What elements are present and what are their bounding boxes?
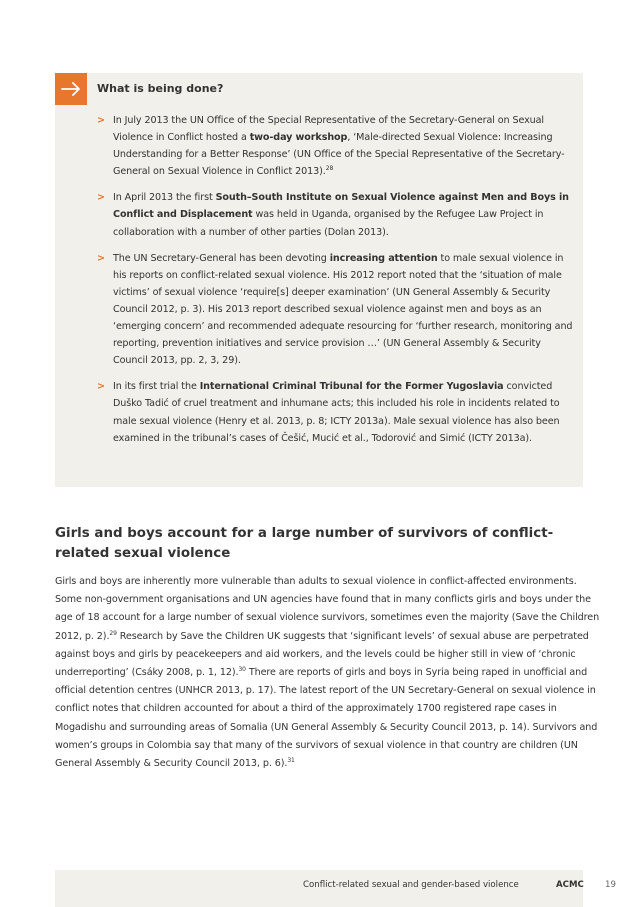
text-run: Girls and boys are inherently more vulnerable than adults to sexual violence in conflict-affected environments. Some non-government organisations and UN agencies have found that in many conflicts girls and boys under the age of 18 account for a large number of sexual violence survivors, sometimes even the majority (Save the Children 2012, p. 2). xyxy=(55,576,600,642)
callout-list-item xyxy=(97,112,577,180)
section-heading: Girls and boys account for a large number of survivors of conflict-related sexual violence xyxy=(55,526,554,561)
bold-phrase: International Criminal Tribunal for the Former Yugoslavia xyxy=(199,381,504,393)
footer-title: Conflict-related sexual and gender-based violence xyxy=(303,880,519,890)
bold-phrase: South–South Institute on Sexual Violence against Men and Boys in Conflict and Displacement xyxy=(113,192,569,221)
arrow-right-icon xyxy=(55,73,87,105)
footnote-ref: 29 xyxy=(109,629,117,637)
footnote-ref: 31 xyxy=(287,756,295,764)
text-run: In its first trial the xyxy=(113,381,200,393)
callout-list-item xyxy=(97,250,577,370)
page-number: 19 xyxy=(605,880,616,890)
footer-org: ACMC xyxy=(556,880,584,890)
callout-list xyxy=(97,112,577,456)
footnote-ref: 30 xyxy=(238,665,246,673)
text-run: Research by Save the Children UK suggests that ‘significant levels’ of sexual abuse are perpetrated against boys and girls by peacekeepers and aid workers, and the levels could be higher still in view of ‘chronic underreporting’ (Csáky 2008, p. 1, 12). xyxy=(55,630,589,679)
text-run: was held in Uganda, organised by the Refugee Law Project in collaboration with a number of other parties (Dolan 2013). xyxy=(113,209,544,238)
text-run: There are reports of girls and boys in Syria being raped in unofficial and official detention centres (UNHCR 2013, p. 17). The latest report of the UN Secretary-General on sexual violence in conflict notes that children accounted for about a third of the approximately 1700 registered rape cases in Mogadishu and surrounding areas of Somalia (UN General Assembly & Security Council 2013, p. 14). Survivors and women’s groups in Colombia say that many of the survivors of sexual violence in that country are children (UN General Assembly & Security Council 2013, p. 6). xyxy=(55,667,598,770)
footnote-ref: 28 xyxy=(325,165,334,173)
chevron-right-icon: > xyxy=(97,115,105,126)
text-run: , ‘Male-directed Sexual Violence: Increasing Understanding for a Better Response’ (UN Office of the Special Representative of the Secretary-General on Sexual Violence in Conflict 2013). xyxy=(113,132,565,178)
text-run: The UN Secretary-General has been devoting xyxy=(113,252,330,264)
callout-list-item xyxy=(97,378,577,446)
callout-title: What is being done? xyxy=(97,82,224,95)
bold-phrase: increasing attention xyxy=(329,252,438,264)
chevron-right-icon: > xyxy=(97,252,105,264)
text-run: In July 2013 the UN Office of the Special Representative of the Secretary-General on Sexual Violence in Conflict hosted a xyxy=(113,115,544,144)
callout-list-item xyxy=(97,189,577,240)
section-body-text xyxy=(55,573,600,773)
text-run: In April 2013 the first xyxy=(113,192,216,204)
bold-phrase: two-day workshop xyxy=(249,132,348,144)
chevron-right-icon: > xyxy=(97,192,105,204)
text-run: convicted Duško Tadić of cruel treatment and inhumane acts; this included his role in incidents related to male sexual violence (Henry et al. 2013, p. 8; ICTY 2013a). Male sexual violence has also been examined in the tribunal’s cases of Češić, Mucić et al., Todorović and Simić (ICTY 2013a). xyxy=(113,381,560,444)
chevron-right-icon: > xyxy=(97,381,105,393)
text-run: to male sexual violence in his reports on conflict-related sexual violence. His 2012 report noted that the ‘situation of male victims’ of sexual violence ‘require[s] deeper examination’ (UN General Assembly & Security Council 2012, p. 3). His 2013 report described sexual violence against men and boys as an ‘emerging concern’ and recommended adequate resourcing for ‘further research, monitoring and reporting, prevention initiatives and service provision …’ (UN General Assembly & Security Council 2013, pp. 2, 3, 29). xyxy=(113,252,573,367)
